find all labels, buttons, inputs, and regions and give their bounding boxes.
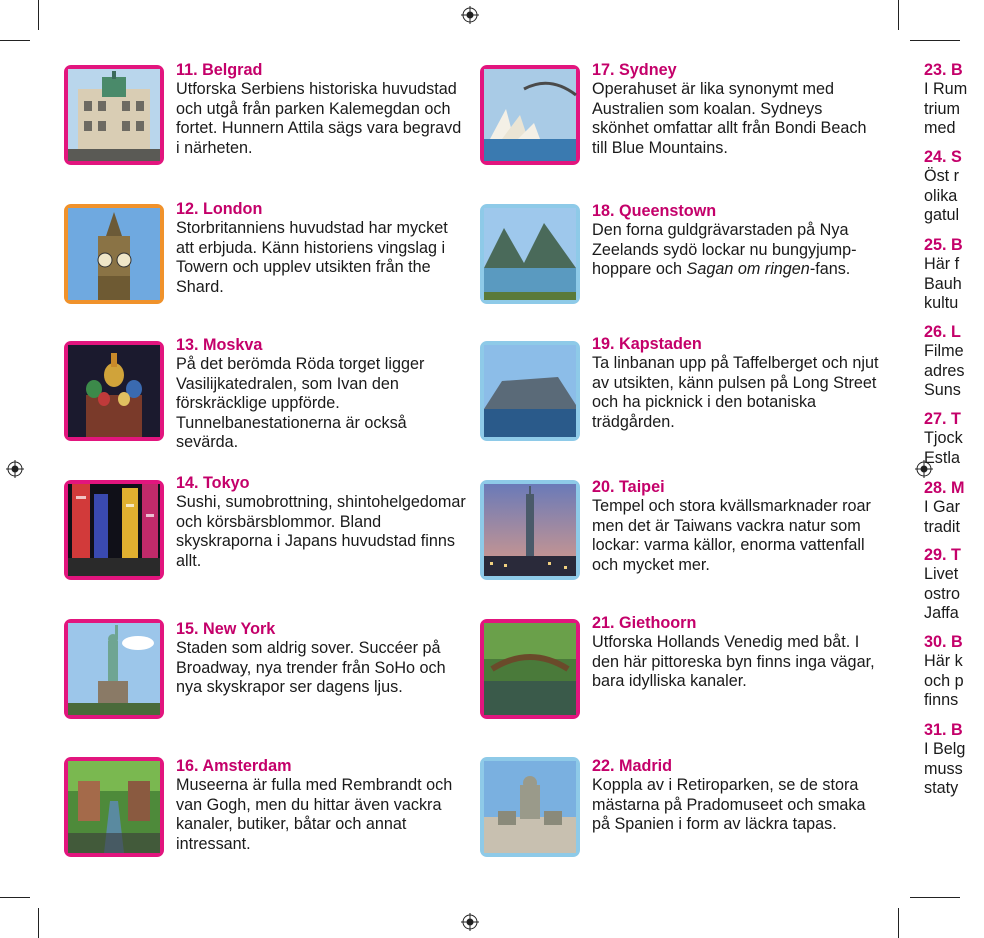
destination-description: Operahuset är lika synonymt med Australien som koalan. Sydneys skönhet omfattar allt från Bondi Beach till Blue Mountains. [592, 80, 867, 157]
description-line: Livet [924, 565, 959, 584]
destination-entry [924, 633, 984, 711]
destination-title: 15. New York [176, 620, 276, 638]
destination-description: Tempel och stora kvällsmarknader roar men det är Taiwans vackra natur som lockar: varma källor, enorma vattenfall och mycket mer. [592, 497, 871, 574]
description-line: och p [924, 671, 964, 690]
destination-entry [592, 335, 882, 432]
destination-entry [592, 61, 882, 158]
destination-entry [176, 620, 466, 698]
destination-entry [592, 202, 882, 280]
crop-mark [910, 897, 960, 898]
destination-description: Utforska Hollands Venedig med båt. I den här pittoreska byn finns inga vägar, bara idylliska kanaler. [592, 633, 875, 691]
destination-title: 20. Taipei [592, 478, 665, 496]
destination-description: På det berömda Röda torget ligger Vasilijkatedralen, som Ivan den förskräcklige uppförde. Tunnelbanestationerna är också sevärda. [176, 355, 425, 452]
destination-title: 13. Moskva [176, 336, 263, 354]
destination-title: 30. B [924, 633, 963, 651]
description-line: finns [924, 691, 959, 710]
crop-mark [38, 908, 39, 938]
table-mountain-image [480, 341, 580, 441]
crop-mark [38, 0, 39, 30]
destination-entry [176, 336, 466, 452]
destination-title: 19. Kapstaden [592, 335, 702, 353]
destination-entry [924, 721, 984, 799]
destination-entry [924, 61, 984, 139]
description-line: kultu [924, 294, 959, 313]
destination-entry [176, 61, 466, 158]
destination-title: 16. Amsterdam [176, 757, 292, 775]
destination-entry [924, 546, 984, 624]
destination-entry [924, 323, 984, 401]
description-line: Estla [924, 448, 960, 467]
destination-entry [176, 757, 466, 854]
description-line: Här f [924, 255, 960, 274]
destination-title: 18. Queenstown [592, 202, 717, 220]
destination-entry [924, 148, 984, 226]
description-line: med [924, 119, 956, 138]
taipei-101-image [480, 480, 580, 580]
destination-description: Sushi, sumobrottning, shintohelgedomar och körsbärsblommor. Bland skyskraporna i Japans huvudstad finns allt. [176, 493, 466, 570]
registration-mark-icon [6, 460, 24, 478]
description-line: adres [924, 361, 965, 380]
crop-mark [0, 40, 30, 41]
madrid-fountain-image [480, 757, 580, 857]
description-line: I Belg [924, 740, 966, 759]
description-line: Jaffa [924, 604, 959, 623]
crop-mark [898, 0, 899, 30]
description-line: muss [924, 759, 963, 778]
destination-title: 25. B [924, 236, 963, 254]
destination-description: Koppla av i Retiroparken, se de stora mästarna på Pradomuseet och smaka på Spanien i form av läckra tapas. [592, 776, 866, 834]
st-basils-cathedral-image [64, 341, 164, 441]
registration-mark-icon [461, 6, 479, 24]
description-line: Filme [924, 342, 964, 361]
destination-entry [176, 200, 466, 297]
description-line: I Gar [924, 498, 960, 517]
big-ben-image [64, 204, 164, 304]
destination-description: Utforska Serbiens historiska huvudstad och utgå från parken Kalemegdan och fortet. Hunnern Attila sägs vara begravd i närheten. [176, 80, 462, 157]
destination-title: 24. S [924, 148, 962, 166]
description-line: Här k [924, 652, 963, 671]
destination-title: 27. T [924, 410, 961, 428]
crop-mark [898, 908, 899, 938]
registration-mark-icon [461, 913, 479, 931]
destination-entry [592, 478, 882, 575]
description-line: trium [924, 99, 960, 118]
destination-entry [924, 410, 984, 468]
destination-title: 12. London [176, 200, 263, 218]
sydney-opera-house-image [480, 65, 580, 165]
crop-mark [910, 40, 960, 41]
destination-title: 26. L [924, 323, 961, 341]
destination-title: 31. B [924, 721, 963, 739]
destination-description: Ta linbanan upp på Taffelberget och njut av utsikten, känn pulsen på Long Street och ha picknick i den botaniska trädgården. [592, 354, 879, 431]
destination-title: 21. Giethoorn [592, 614, 697, 632]
description-line: olika [924, 186, 958, 205]
destination-title: 23. B [924, 61, 963, 79]
description-line: gatul [924, 206, 960, 225]
destination-title: 11. Belgrad [176, 61, 263, 79]
destination-description: Staden som aldrig sover. Succéer på Broadway, nya trender från SoHo och nya skyskrapor ser dagens ljus. [176, 639, 446, 697]
destination-entry [924, 479, 984, 537]
destination-title: 22. Madrid [592, 757, 673, 775]
giethoorn-bridge-image [480, 619, 580, 719]
destination-entry [924, 236, 984, 314]
description-line: staty [924, 779, 959, 798]
destination-title: 28. M [924, 479, 965, 497]
queenstown-lake-image [480, 204, 580, 304]
description-line: tradit [924, 517, 960, 536]
belgrade-building-image [64, 65, 164, 165]
crop-mark [0, 897, 30, 898]
destination-description: Museerna är fulla med Rembrandt och van Gogh, men du hittar även vackra kanaler, butiker, båtar och annat intressant. [176, 776, 453, 853]
description-line: Bauh [924, 274, 962, 293]
statue-of-liberty-image [64, 619, 164, 719]
destination-description: Den forna guldgrävarstaden på Nya Zeelands sydö lockar nu bungyjump-hoppare och Sagan om ringen-fans. [592, 221, 857, 279]
destination-entry [592, 757, 882, 835]
amsterdam-canal-image [64, 757, 164, 857]
description-line: Öst r [924, 167, 960, 186]
destination-title: 14. Tokyo [176, 474, 250, 492]
destination-description: Storbritanniens huvudstad har mycket att erbjuda. Känn historiens vingslag i Towern och upplev utsikten från the Shard. [176, 219, 448, 296]
destination-entry [176, 474, 466, 571]
description-line: I Rum [924, 80, 968, 99]
description-line: ostro [924, 584, 960, 603]
destination-entry [592, 614, 882, 692]
destination-title: 17. Sydney [592, 61, 677, 79]
tokyo-street-image [64, 480, 164, 580]
destination-title: 29. T [924, 546, 961, 564]
description-line: Tjock [924, 429, 963, 448]
description-line: Suns [924, 381, 961, 400]
